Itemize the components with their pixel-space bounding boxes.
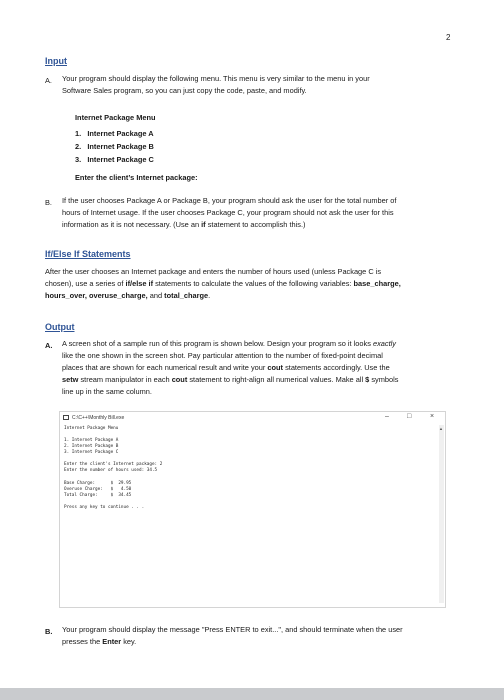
console-line: Total Charge: $ 34.45 — [64, 493, 132, 498]
console-line: Overuse Charge: $ 4.50 — [64, 487, 132, 492]
ifelse-line-2 — [45, 278, 475, 290]
output-a-line-4-bold1: setw — [62, 375, 79, 384]
console-line: 2. Internet Package B — [64, 444, 119, 449]
console-window — [59, 411, 446, 608]
output-b-line-2-post: key. — [121, 637, 137, 646]
input-heading: Input — [45, 56, 67, 66]
output-a-line-2: like the one shown in the screen shot. Pay particular attention to the number of fixed-point decimal — [62, 351, 383, 360]
output-a-line-4-post: symbols — [369, 375, 399, 384]
ifelse-line-3-bold: hours_over, overuse_charge, — [45, 291, 148, 300]
menu-item-3-num: 3. — [75, 155, 82, 164]
input-b-line-3-post: statement to accomplish this.) — [205, 220, 306, 229]
output-b-line-1: Your program should display the message "Press ENTER to exit...", and should terminate when the user — [62, 625, 403, 634]
menu-prompt: Enter the client’s Internet package: — [75, 173, 198, 182]
ifelse-line-2-mid: statements to calculate the values of the following variables: — [153, 279, 354, 288]
close-button[interactable]: × — [430, 413, 435, 420]
ifelse-line-3-mid: and — [147, 291, 165, 300]
output-a-line-4-bold3: $ — [365, 375, 370, 384]
output-b-text — [62, 624, 482, 648]
output-b-line-2-bold: Enter — [102, 637, 122, 646]
input-a-label: A. — [45, 76, 52, 85]
input-b-line-3 — [62, 219, 472, 231]
output-a-line-1-pre: A screen shot of a sample run of this program is shown below. Design your program so it looks — [62, 339, 373, 348]
output-a-line-3-bold: cout — [267, 363, 284, 372]
menu-item-1-num: 1. — [75, 129, 82, 138]
console-line: 3. Internet Package C — [64, 450, 119, 455]
ifelse-line-3-post: . — [208, 291, 211, 300]
page-number: 2 — [446, 33, 451, 42]
input-a-line-1: Your program should display the following menu. This menu is very similar to the menu in your — [62, 74, 370, 83]
output-a-line-3-pre: places that are shown for each numerical result and write your — [62, 363, 268, 372]
console-scrollbar[interactable] — [439, 425, 444, 603]
ifelse-line-1: After the user chooses an Internet package and enters the number of hours used (unless Package C is — [45, 267, 382, 276]
menu-item-1-text: Internet Package A — [87, 129, 154, 138]
output-b-line-2-pre: presses the — [62, 637, 103, 646]
input-a-line-2: Software Sales program, so you can just copy the code, paste, and modify. — [62, 86, 307, 95]
maximize-button[interactable]: □ — [407, 413, 412, 420]
input-a-text — [62, 73, 462, 97]
output-a-label: A. — [45, 341, 53, 350]
input-b-line-3-bold: if — [201, 220, 206, 229]
output-a-line-1-italic: exactly — [372, 339, 396, 348]
output-b-line-2 — [62, 636, 482, 648]
ifelse-line-2-bold2: base_charge, — [353, 279, 401, 288]
console-line: 1. Internet Package A — [64, 438, 119, 443]
minimize-button[interactable]: – — [385, 413, 389, 420]
output-a-line-3 — [62, 362, 472, 374]
menu-item-3-text: Internet Package C — [87, 155, 154, 164]
input-b-line-2: hours of Internet usage. If the user chooses Package C, your program should not ask the user for this — [62, 208, 394, 217]
menu-item-2 — [75, 142, 154, 151]
input-b-text — [62, 195, 472, 231]
console-line: Press any key to continue . . . — [64, 505, 145, 510]
menu-title: Internet Package Menu — [75, 113, 156, 122]
ifelse-text — [45, 266, 475, 302]
output-a-text — [62, 338, 472, 398]
output-a-line-4-mid2: statement to right-align all numerical values. Make all — [187, 375, 366, 384]
menu-item-2-num: 2. — [75, 142, 82, 151]
output-a-line-4-mid1: stream manipulator in each — [78, 375, 172, 384]
ifelse-line-2-bold1: if/else if — [125, 279, 154, 288]
output-heading: Output — [45, 322, 75, 332]
menu-item-3 — [75, 155, 154, 164]
ifelse-line-3 — [45, 290, 475, 302]
console-line: Enter the client's Internet package: 2 — [64, 462, 163, 467]
output-a-line-1 — [62, 338, 472, 350]
console-line: Enter the number of hours used: 34.5 — [64, 468, 158, 473]
console-title: C:\C++\Monthly Bill.exe — [72, 415, 125, 421]
ifelse-heading: If/Else If Statements — [45, 249, 131, 259]
output-a-line-4 — [62, 374, 472, 386]
ifelse-line-2-pre: chosen), use a series of — [45, 279, 126, 288]
menu-item-2-text: Internet Package B — [87, 142, 154, 151]
output-a-line-5: line up in the same column. — [62, 387, 152, 396]
console-line: Base Charge: $ 29.95 — [64, 481, 132, 486]
input-b-label: B. — [45, 198, 52, 207]
output-a-line-3-post: statements accordingly. Use the — [283, 363, 390, 372]
input-b-line-3-pre: information as it is not necessary. (Use an — [62, 220, 202, 229]
menu-item-1 — [75, 129, 154, 138]
ifelse-line-3-bold2: total_charge — [164, 291, 209, 300]
output-a-line-4-bold2: cout — [171, 375, 188, 384]
console-titlebar — [60, 412, 445, 425]
console-app-icon — [63, 415, 69, 420]
scroll-up-arrow-icon[interactable]: ▲ — [439, 426, 443, 431]
output-b-label: B. — [45, 627, 53, 636]
input-b-line-1: If the user chooses Package A or Package B, your program should ask the user for the total number of — [62, 196, 397, 205]
console-line: Internet Package Menu — [64, 426, 119, 431]
